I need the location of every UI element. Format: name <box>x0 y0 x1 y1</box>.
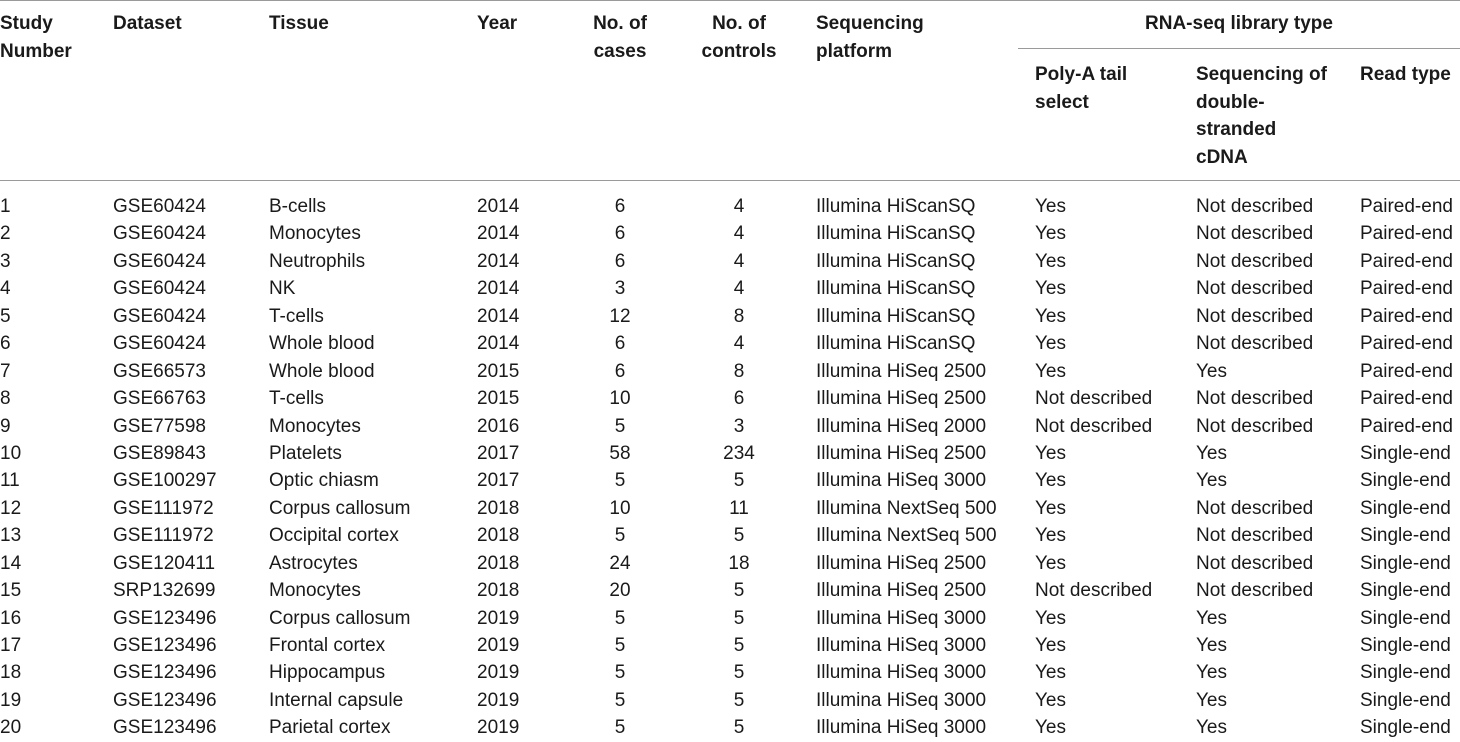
cell-year: 2018 <box>477 580 520 602</box>
cell-dataset: GSE60424 <box>113 333 206 355</box>
cell-read-type: Paired-end <box>1360 278 1453 300</box>
cell-ds-cdna: Not described <box>1196 525 1314 547</box>
cell-year: 2014 <box>477 278 520 300</box>
cell-tissue: Internal capsule <box>269 689 404 711</box>
cell-polya: Yes <box>1035 278 1066 300</box>
cell-platform: Illumina HiSeq 3000 <box>816 470 987 492</box>
cell-read-type: Single-end <box>1360 635 1451 656</box>
cell-study-number: 19 <box>0 689 22 711</box>
cell-read-type: Paired-end <box>1360 388 1453 410</box>
cell-ds-cdna: Yes <box>1196 635 1227 656</box>
table-row <box>0 330 1460 357</box>
table-row <box>0 687 1460 714</box>
cell-ds-cdna: Not described <box>1196 415 1314 437</box>
cell-controls: 18 <box>728 552 750 574</box>
cell-polya: Yes <box>1035 717 1066 739</box>
cell-polya: Yes <box>1035 305 1066 327</box>
cell-year: 2019 <box>477 689 520 711</box>
cell-ds-cdna: Not described <box>1196 196 1314 217</box>
cell-tissue: Occipital cortex <box>269 525 399 547</box>
header-polya: Poly-A tail select <box>1035 64 1128 113</box>
cell-dataset: GSE60424 <box>113 278 206 300</box>
cell-dataset: GSE111972 <box>113 525 214 547</box>
header-dataset: Dataset <box>113 13 182 34</box>
table-row <box>0 303 1460 330</box>
cell-cases: 6 <box>614 360 626 382</box>
cell-study-number: 20 <box>0 717 22 739</box>
header-cases: No. of cases <box>593 13 647 62</box>
cell-polya: Yes <box>1035 552 1066 574</box>
cell-tissue: Corpus callosum <box>269 607 411 629</box>
cell-read-type: Single-end <box>1360 662 1451 684</box>
cell-controls: 6 <box>733 388 745 410</box>
cell-cases: 12 <box>609 305 631 327</box>
cell-ds-cdna: Not described <box>1196 305 1314 327</box>
cell-dataset: SRP132699 <box>113 580 216 602</box>
cell-ds-cdna: Yes <box>1196 470 1227 492</box>
table-row <box>0 220 1460 247</box>
cell-study-number: 2 <box>0 223 11 245</box>
cell-controls: 4 <box>733 196 745 217</box>
cell-year: 2019 <box>477 607 520 629</box>
cell-platform: Illumina HiScanSQ <box>816 250 976 272</box>
cell-read-type: Single-end <box>1360 525 1451 547</box>
cell-polya: Yes <box>1035 525 1066 547</box>
cell-cases: 20 <box>609 580 631 602</box>
cell-platform: Illumina HiSeq 3000 <box>816 717 987 739</box>
cell-controls: 4 <box>733 278 745 300</box>
cell-ds-cdna: Not described <box>1196 580 1314 602</box>
cell-ds-cdna: Yes <box>1196 607 1227 629</box>
table-top-rule <box>0 0 1460 1</box>
cell-polya: Yes <box>1035 662 1066 684</box>
cell-controls: 11 <box>729 497 749 519</box>
cell-study-number: 10 <box>0 442 22 464</box>
table-row <box>0 577 1460 604</box>
cell-platform: Illumina HiSeq 3000 <box>816 689 987 711</box>
cell-read-type: Single-end <box>1360 689 1451 711</box>
cell-tissue: T-cells <box>269 305 324 327</box>
cell-year: 2015 <box>477 360 520 382</box>
cell-study-number: 11 <box>0 470 20 492</box>
cell-read-type: Single-end <box>1360 442 1451 464</box>
cell-read-type: Paired-end <box>1360 223 1453 245</box>
cell-cases: 5 <box>614 635 626 656</box>
cell-study-number: 6 <box>0 333 11 355</box>
cell-read-type: Paired-end <box>1360 415 1453 437</box>
cell-platform: Illumina HiSeq 2500 <box>816 360 987 382</box>
cell-read-type: Paired-end <box>1360 360 1453 382</box>
cell-year: 2019 <box>477 635 520 656</box>
cell-controls: 4 <box>733 223 745 245</box>
cell-year: 2014 <box>477 333 520 355</box>
cell-controls: 234 <box>723 442 755 464</box>
cell-polya: Yes <box>1035 442 1066 464</box>
cell-study-number: 16 <box>0 607 22 629</box>
cell-study-number: 7 <box>0 360 11 382</box>
header-tissue: Tissue <box>269 13 329 34</box>
cell-controls: 5 <box>733 525 745 547</box>
cell-cases: 6 <box>614 250 626 272</box>
cell-read-type: Single-end <box>1360 717 1451 739</box>
cell-year: 2014 <box>477 250 520 272</box>
cell-controls: 5 <box>733 607 745 629</box>
header-controls: No. of controls <box>701 13 777 62</box>
header-study-number: Study Number <box>0 13 72 62</box>
cell-dataset: GSE123496 <box>113 662 217 684</box>
cell-platform: Illumina NextSeq 500 <box>816 497 997 519</box>
cell-study-number: 17 <box>0 635 22 656</box>
cell-controls: 4 <box>733 333 745 355</box>
cell-ds-cdna: Not described <box>1196 333 1314 355</box>
cell-tissue: B-cells <box>269 196 327 217</box>
table-row <box>0 522 1460 549</box>
cell-cases: 5 <box>614 607 626 629</box>
cell-polya: Yes <box>1035 360 1066 382</box>
cell-year: 2014 <box>477 305 520 327</box>
cell-controls: 3 <box>733 415 745 437</box>
cell-ds-cdna: Not described <box>1196 278 1314 300</box>
cell-ds-cdna: Not described <box>1196 223 1314 245</box>
cell-ds-cdna: Yes <box>1196 717 1227 739</box>
cell-read-type: Single-end <box>1360 470 1451 492</box>
cell-dataset: GSE123496 <box>113 689 217 711</box>
cell-tissue: T-cells <box>269 388 324 410</box>
cell-polya: Yes <box>1035 689 1066 711</box>
cell-platform: Illumina HiSeq 3000 <box>816 607 987 629</box>
cell-platform: Illumina HiSeq 3000 <box>816 635 987 656</box>
cell-tissue: Frontal cortex <box>269 635 386 656</box>
cell-year: 2015 <box>477 388 520 410</box>
cell-year: 2018 <box>477 525 520 547</box>
cell-tissue: NK <box>269 278 296 300</box>
cell-platform: Illumina HiSeq 3000 <box>816 662 987 684</box>
cell-cases: 6 <box>614 223 626 245</box>
cell-year: 2019 <box>477 717 520 739</box>
cell-tissue: Corpus callosum <box>269 497 411 519</box>
cell-dataset: GSE60424 <box>113 223 206 245</box>
table-row <box>0 413 1460 440</box>
table-row <box>0 275 1460 302</box>
cell-polya: Yes <box>1035 250 1066 272</box>
cell-tissue: Monocytes <box>269 415 361 437</box>
cell-dataset: GSE123496 <box>113 717 217 739</box>
cell-dataset: GSE60424 <box>113 250 206 272</box>
cell-cases: 10 <box>609 388 631 410</box>
cell-polya: Yes <box>1035 497 1066 519</box>
cell-year: 2016 <box>477 415 520 437</box>
cell-dataset: GSE66763 <box>113 388 206 410</box>
cell-tissue: Astrocytes <box>269 552 358 574</box>
table-row <box>0 495 1460 522</box>
cell-study-number: 18 <box>0 662 22 684</box>
cell-polya: Not described <box>1035 580 1153 602</box>
cell-cases: 58 <box>609 442 631 464</box>
cell-year: 2014 <box>477 196 520 217</box>
cell-platform: Illumina NextSeq 500 <box>816 525 997 547</box>
cell-dataset: GSE123496 <box>113 607 217 629</box>
table-row <box>0 248 1460 275</box>
cell-controls: 5 <box>733 580 745 602</box>
cell-platform: Illumina HiSeq 2000 <box>816 415 987 437</box>
cell-platform: Illumina HiScanSQ <box>816 196 976 217</box>
cell-year: 2014 <box>477 223 520 245</box>
cell-platform: Illumina HiScanSQ <box>816 305 976 327</box>
cell-cases: 5 <box>614 717 626 739</box>
cell-platform: Illumina HiSeq 2500 <box>816 580 987 602</box>
header-ds-cdna: Sequencing of double-stranded cDNA <box>1196 64 1327 168</box>
cell-cases: 5 <box>614 525 626 547</box>
header-library-type: RNA-seq library type <box>1145 13 1333 34</box>
cell-dataset: GSE66573 <box>113 360 206 382</box>
cell-ds-cdna: Yes <box>1196 662 1227 684</box>
cell-cases: 10 <box>609 497 631 519</box>
cell-controls: 4 <box>733 250 745 272</box>
cell-read-type: Paired-end <box>1360 196 1453 217</box>
cell-ds-cdna: Yes <box>1196 442 1227 464</box>
cell-controls: 5 <box>733 717 745 739</box>
cell-platform: Illumina HiSeq 2500 <box>816 552 987 574</box>
header-platform: Sequencing platform <box>816 13 924 62</box>
cell-platform: Illumina HiSeq 2500 <box>816 442 987 464</box>
cell-controls: 5 <box>733 662 745 684</box>
cell-read-type: Paired-end <box>1360 305 1453 327</box>
cell-read-type: Single-end <box>1360 607 1451 629</box>
cell-platform: Illumina HiScanSQ <box>816 223 976 245</box>
table-row <box>0 193 1460 220</box>
table-row <box>0 714 1460 741</box>
cell-cases: 3 <box>614 278 626 300</box>
table-row <box>0 632 1460 659</box>
table-body <box>0 193 1460 742</box>
cell-dataset: GSE111972 <box>113 497 214 519</box>
cell-read-type: Paired-end <box>1360 333 1453 355</box>
cell-study-number: 9 <box>0 415 11 437</box>
cell-dataset: GSE89843 <box>113 442 206 464</box>
cell-cases: 5 <box>614 470 626 492</box>
cell-cases: 5 <box>614 662 626 684</box>
table-row <box>0 440 1460 467</box>
cell-polya: Not described <box>1035 415 1153 437</box>
cell-study-number: 1 <box>0 196 11 217</box>
cell-polya: Yes <box>1035 470 1066 492</box>
cell-tissue: Optic chiasm <box>269 470 379 492</box>
cell-read-type: Paired-end <box>1360 250 1453 272</box>
cell-dataset: GSE77598 <box>113 415 206 437</box>
cell-tissue: Platelets <box>269 442 342 464</box>
cell-ds-cdna: Not described <box>1196 250 1314 272</box>
cell-read-type: Single-end <box>1360 497 1451 519</box>
table-row <box>0 550 1460 577</box>
table-row <box>0 385 1460 412</box>
cell-study-number: 8 <box>0 388 11 410</box>
cell-study-number: 12 <box>0 497 22 519</box>
cell-controls: 8 <box>733 360 745 382</box>
cell-platform: Illumina HiSeq 2500 <box>816 388 987 410</box>
cell-study-number: 14 <box>0 552 22 574</box>
cell-tissue: Neutrophils <box>269 250 366 272</box>
cell-dataset: GSE120411 <box>113 552 216 574</box>
cell-year: 2018 <box>477 552 520 574</box>
table-row <box>0 358 1460 385</box>
cell-controls: 5 <box>733 635 745 656</box>
cell-read-type: Single-end <box>1360 552 1451 574</box>
cell-tissue: Whole blood <box>269 333 375 355</box>
table-row <box>0 659 1460 686</box>
cell-ds-cdna: Yes <box>1196 689 1227 711</box>
cell-polya: Yes <box>1035 635 1066 656</box>
cell-tissue: Monocytes <box>269 580 361 602</box>
cell-year: 2019 <box>477 662 520 684</box>
cell-cases: 6 <box>614 333 626 355</box>
cell-dataset: GSE60424 <box>113 305 206 327</box>
cell-tissue: Monocytes <box>269 223 361 245</box>
cell-ds-cdna: Yes <box>1196 360 1227 382</box>
header-year: Year <box>477 13 518 34</box>
cell-controls: 8 <box>733 305 745 327</box>
cell-study-number: 4 <box>0 278 11 300</box>
header-read-type: Read type <box>1360 64 1451 85</box>
cell-cases: 5 <box>614 689 626 711</box>
cell-dataset: GSE123496 <box>113 635 217 656</box>
cell-polya: Yes <box>1035 333 1066 355</box>
cell-dataset: GSE60424 <box>113 196 206 217</box>
cell-controls: 5 <box>733 470 745 492</box>
cell-polya: Yes <box>1035 223 1066 245</box>
cell-study-number: 13 <box>0 525 22 547</box>
cell-polya: Yes <box>1035 607 1066 629</box>
header-bottom-rule <box>0 180 1460 181</box>
cell-tissue: Parietal cortex <box>269 717 391 739</box>
cell-platform: Illumina HiScanSQ <box>816 278 976 300</box>
cell-tissue: Whole blood <box>269 360 375 382</box>
cell-ds-cdna: Not described <box>1196 497 1314 519</box>
cell-cases: 6 <box>614 196 626 217</box>
cell-cases: 5 <box>614 415 626 437</box>
cell-dataset: GSE100297 <box>113 470 217 492</box>
cell-study-number: 15 <box>0 580 22 602</box>
cell-ds-cdna: Not described <box>1196 552 1314 574</box>
cell-study-number: 3 <box>0 250 11 272</box>
cell-polya: Yes <box>1035 196 1066 217</box>
cell-read-type: Single-end <box>1360 580 1451 602</box>
cell-polya: Not described <box>1035 388 1153 410</box>
cell-year: 2017 <box>477 442 520 464</box>
cell-ds-cdna: Not described <box>1196 388 1314 410</box>
table-row <box>0 467 1460 494</box>
cell-platform: Illumina HiScanSQ <box>816 333 976 355</box>
cell-year: 2017 <box>477 470 520 492</box>
cell-controls: 5 <box>733 689 745 711</box>
cell-year: 2018 <box>477 497 520 519</box>
table-row <box>0 605 1460 632</box>
cell-tissue: Hippocampus <box>269 662 386 684</box>
cell-study-number: 5 <box>0 305 11 327</box>
cell-cases: 24 <box>609 552 631 574</box>
library-type-underline <box>1018 48 1460 49</box>
